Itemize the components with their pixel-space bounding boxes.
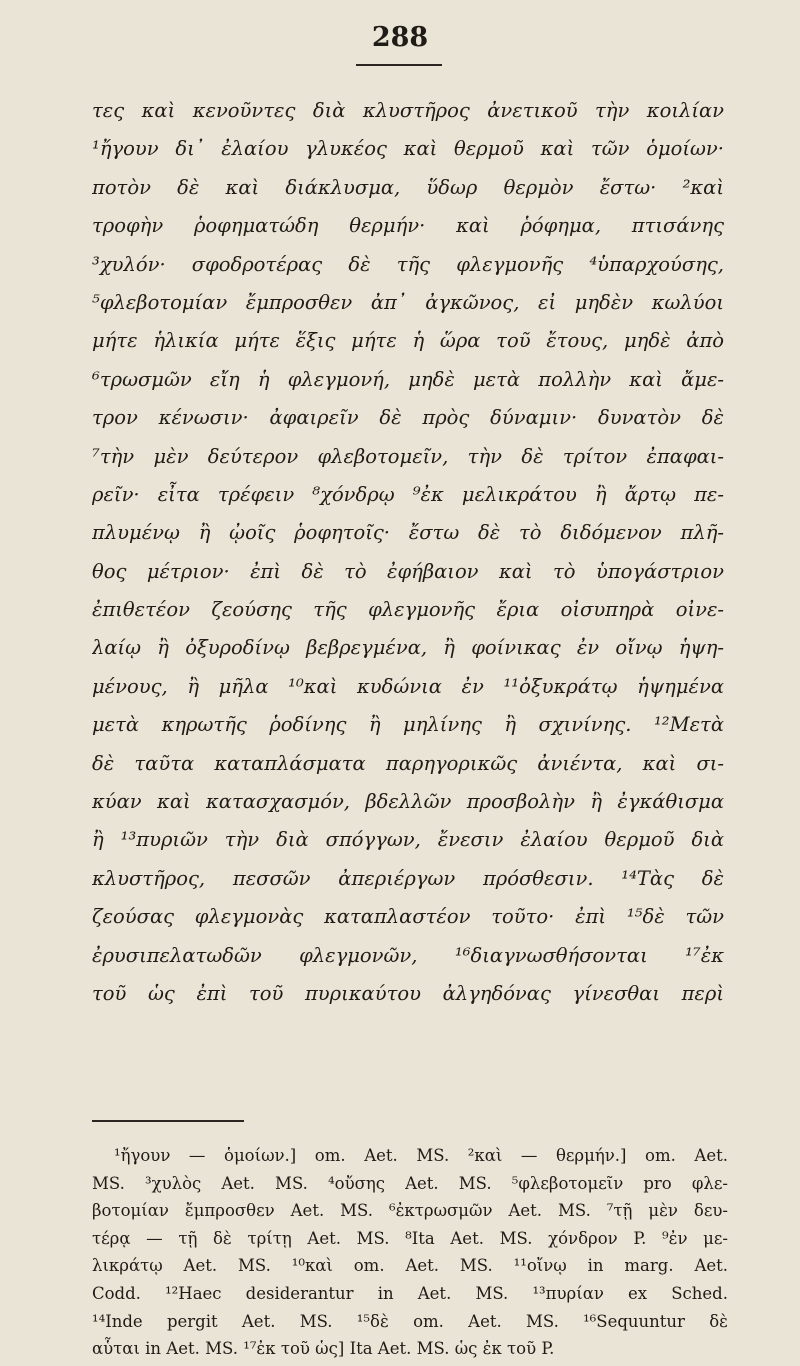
text-line: ρεῖν· εἶτα τρέφειν ⁸χόνδρῳ ⁹ἐκ μελικράτου ἢ ἄρτῳ πε-	[92, 482, 724, 506]
footnotes	[92, 1142, 728, 1363]
footnote-line: Codd. ¹²Haec desiderantur in Aet. MS. ¹³πυρίαν ex Sched.	[92, 1283, 728, 1303]
footnote-line: βοτομίαν ἔμπροσθεν Aet. MS. ⁶ἐκτρωσμῶν Aet. MS. ⁷τῇ μὲν δευ-	[92, 1201, 728, 1221]
text-line: ⁵φλεβοτομίαν ἔμπροσθεν ἀπ᾽ ἀγκῶνος, εἰ μηδὲν κωλύοι	[92, 290, 724, 314]
footnote-line: MS. ³χυλὸς Aet. MS. ⁴οὔσης Aet. MS. ⁵φλεβοτομεῖν pro φλε-	[92, 1173, 728, 1193]
text-line: πλυμένῳ ἢ ᾠοῖς ῥοφητοῖς· ἔστω δὲ τὸ διδόμενον πλῆ-	[92, 521, 724, 545]
footnote-line: αὗται in Aet. MS. ¹⁷ἐκ τοῦ ὡς] Ita Aet. MS. ὡς ἐκ τοῦ P.	[92, 1339, 555, 1359]
text-line: μετὰ κηρωτῆς ῥοδίνης ἢ μηλίνης ἢ σχινίνης. ¹²Μετὰ	[92, 713, 724, 737]
text-line: δὲ ταῦτα καταπλάσματα παρηγορικῶς ἀνιέντα, καὶ σι-	[92, 751, 724, 775]
text-line: ποτὸν δὲ καὶ διάκλυσμα, ὕδωρ θερμὸν ἔστω· ²καὶ	[92, 175, 724, 199]
text-line: ³χυλόν· σφοδροτέρας δὲ τῆς φλεγμονῆς ⁴ὑπαρχούσης,	[92, 252, 724, 276]
text-line: ⁶τρωσμῶν εἴη ἡ φλεγμονή, μηδὲ μετὰ πολλὴν καὶ ἄμε-	[92, 367, 724, 391]
text-line: θος μέτριον· ἐπὶ δὲ τὸ ἐφήβαιον καὶ τὸ ὑπογάστριον	[92, 559, 724, 583]
page-number: 288	[371, 22, 429, 53]
text-line: ἢ ¹³πυριῶν τὴν διὰ σπόγγων, ἔνεσιν ἐλαίου θερμοῦ διὰ	[92, 828, 724, 852]
footnote-line: λικράτῳ Aet. MS. ¹⁰καὶ om. Aet. MS. ¹¹οἴνῳ in marg. Aet.	[92, 1256, 728, 1276]
text-line: ζεούσας φλεγμονὰς καταπλαστέον τοῦτο· ἐπὶ ¹⁵δὲ τῶν	[92, 905, 724, 929]
footnote-line: τέρᾳ — τῇ δὲ τρίτῃ Aet. MS. ⁸Ita Aet. MS. χόνδρον P. ⁹ἐν με-	[92, 1228, 728, 1248]
footnote-line: ¹⁴Inde pergit Aet. MS. ¹⁵δὲ om. Aet. MS. ¹⁶Sequuntur δὲ	[92, 1311, 728, 1331]
text-line: κλυστῆρος, πεσσῶν ἀπεριέργων πρόσθεσιν. ¹⁴Τὰς δὲ	[92, 866, 724, 890]
text-line: ἐπιθετέον ζεούσης τῆς φλεγμονῆς ἔρια οἰσυπηρὰ οἰνε-	[92, 598, 724, 622]
footnote-rule	[92, 1120, 244, 1122]
footnote-line: ¹ἤγουν — ὁμοίων.] om. Aet. MS. ²καὶ — θερμήν.] om. Aet.	[114, 1146, 728, 1165]
text-line: τοῦ ὡς ἐπὶ τοῦ πυρικαύτου ἀλγηδόνας γίνεσθαι περὶ	[92, 981, 724, 1005]
text-line: τες καὶ κενοῦντες διὰ κλυστῆρος ἀνετικοῦ τὴν κοιλίαν	[92, 99, 724, 122]
header-rule	[356, 64, 442, 66]
text-line: κύαν καὶ κατασχασμόν, βδελλῶν προσβολὴν ἢ ἐγκάθισμα	[92, 790, 724, 814]
main-text	[92, 92, 724, 1013]
text-line: ⁷τὴν μὲν δεύτερον φλεβοτομεῖν, τὴν δὲ τρίτον ἐπαφαι-	[92, 444, 724, 468]
text-line: τροφὴν ῥοφηματώδη θερμήν· καὶ ῥόφημα, πτισάνης	[92, 214, 724, 238]
text-line: ¹ἤγουν δι᾽ ἐλαίου γλυκέος καὶ θερμοῦ καὶ τῶν ὁμοίων·	[92, 137, 724, 161]
text-line: μήτε ἡλικία μήτε ἕξις μήτε ἡ ὥρα τοῦ ἔτους, μηδὲ ἀπὸ	[92, 329, 724, 353]
text-line: τρον κένωσιν· ἀφαιρεῖν δὲ πρὸς δύναμιν· δυνατὸν δὲ	[92, 406, 724, 430]
text-line: λαίῳ ἢ ὀξυροδίνῳ βεβρεγμένα, ἢ φοίνικας ἐν οἴνῳ ἡψη-	[92, 636, 724, 660]
text-line: ἐρυσιπελατωδῶν φλεγμονῶν, ¹⁶διαγνωσθήσονται ¹⁷ἐκ	[92, 943, 724, 967]
text-line: μένους, ἢ μῆλα ¹⁰καὶ κυδώνια ἐν ¹¹ὀξυκράτῳ ἡψημένα	[92, 674, 724, 698]
